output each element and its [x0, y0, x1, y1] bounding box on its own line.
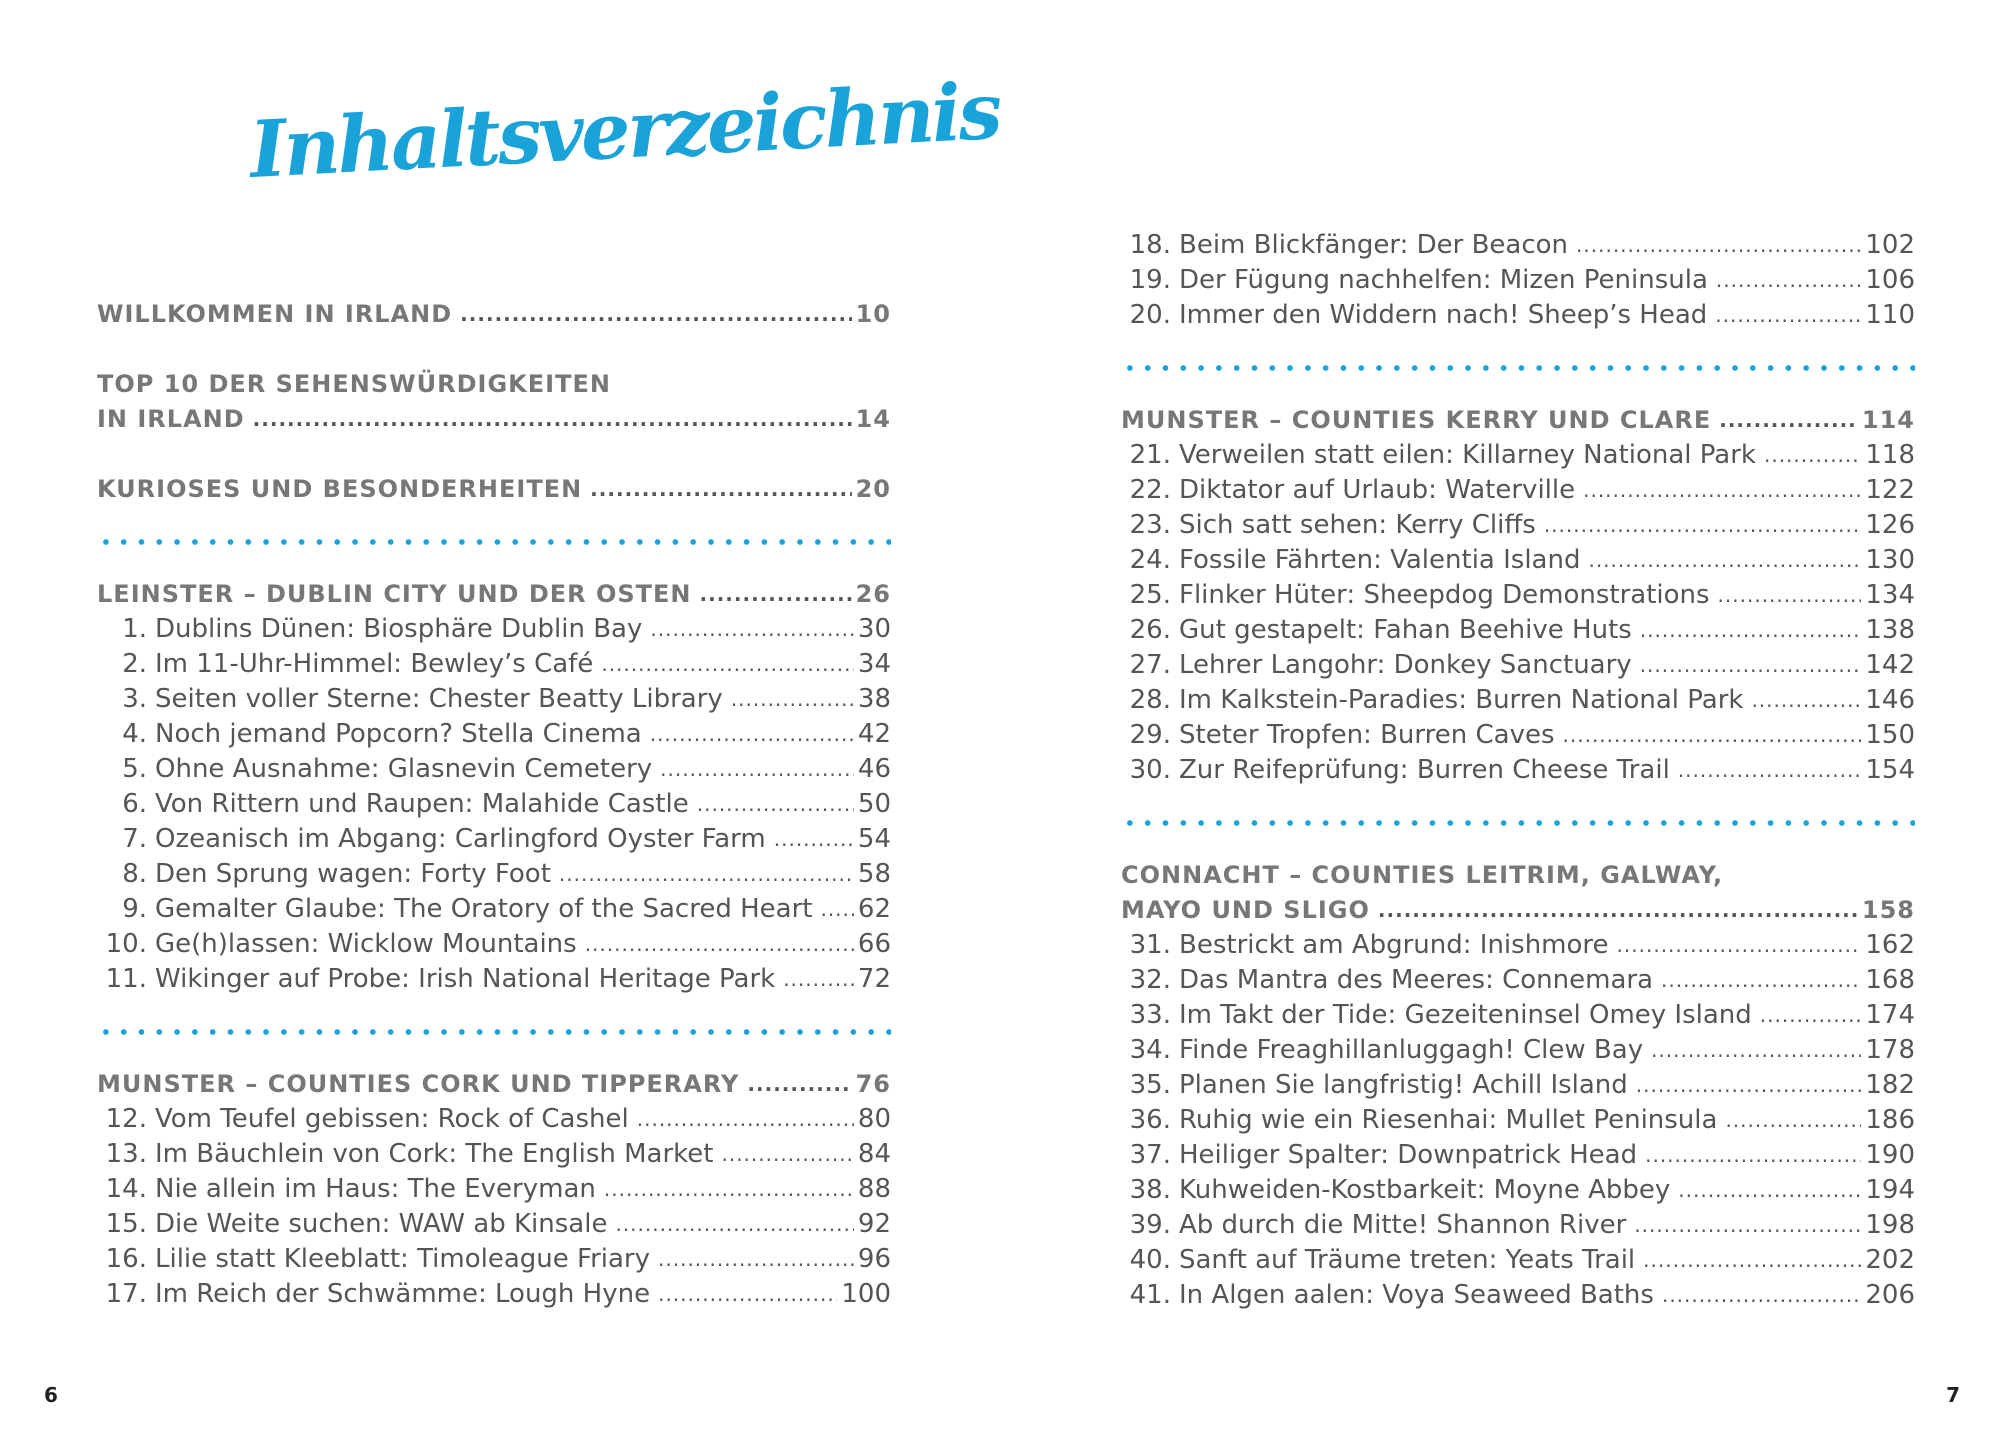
- entry-page: 162: [1865, 930, 1915, 960]
- dot-leader: [1678, 753, 1862, 788]
- toc-entry[interactable]: [97, 962, 891, 997]
- dot-leader: [700, 577, 852, 612]
- entry-title: Seiten voller Sterne: Chester Beatty Library: [155, 684, 723, 714]
- entry-title: Heiliger Spalter: Downpatrick Head: [1179, 1140, 1638, 1170]
- section-heading-text: KURIOSES UND BESONDERHEITEN: [97, 475, 583, 503]
- entry-number: 7.: [122, 824, 147, 854]
- entry-number: 40.: [1129, 1245, 1171, 1275]
- toc-entry[interactable]: [97, 927, 891, 962]
- entry-page: 142: [1865, 650, 1915, 680]
- section-heading-text: IN IRLAND: [97, 405, 245, 433]
- toc-entry[interactable]: [1121, 543, 1915, 578]
- toc-title: Inhaltsverzeichnis: [247, 65, 1002, 196]
- entry-number: 20.: [1129, 300, 1171, 330]
- dot-leader: [1645, 1138, 1861, 1173]
- section-heading[interactable]: [1121, 403, 1915, 438]
- entry-title: In Algen aalen: Voya Seaweed Baths: [1179, 1280, 1654, 1310]
- dot-leader: [1643, 1243, 1861, 1278]
- entry-number: 24.: [1129, 545, 1171, 575]
- entry-number: 28.: [1129, 685, 1171, 715]
- toc-entry[interactable]: [1121, 963, 1915, 998]
- dot-leader: [1617, 928, 1862, 963]
- entry-number: 26.: [1129, 615, 1171, 645]
- dotted-separator: [97, 539, 891, 545]
- dot-leader: [1716, 263, 1861, 298]
- entry-page: 150: [1865, 720, 1915, 750]
- dot-leader: [590, 472, 851, 507]
- section-heading[interactable]: [97, 297, 891, 332]
- entry-number: 4.: [122, 719, 147, 749]
- entry-title: Im Kalkstein-Paradies: Burren National Park: [1179, 685, 1744, 715]
- entry-title: Das Mantra des Meeres: Connemara: [1179, 965, 1654, 995]
- toc-entry[interactable]: [1121, 1033, 1915, 1068]
- entry-title: Immer den Widdern nach! Sheep’s Head: [1179, 300, 1708, 330]
- dot-leader: [820, 892, 853, 927]
- entry-title: Von Rittern und Raupen: Malahide Castle: [155, 789, 689, 819]
- entry-title: Im Reich der Schwämme: Lough Hyne: [155, 1279, 651, 1309]
- toc-entry[interactable]: [97, 647, 891, 682]
- section-heading-text: MUNSTER – COUNTIES KERRY UND CLARE: [1121, 406, 1712, 434]
- entry-page: 42: [857, 719, 891, 749]
- toc-entry[interactable]: [97, 682, 891, 717]
- section-heading-line[interactable]: TOP 10 DER SEHENSWÜRDIGKEITEN: [97, 370, 611, 398]
- dot-leader: [697, 787, 854, 822]
- toc-entry[interactable]: [97, 1137, 891, 1172]
- dot-leader: [460, 297, 851, 332]
- entry-page: 122: [1865, 475, 1915, 505]
- page-number-right: 7: [1946, 1383, 1960, 1407]
- entry-page: 72: [857, 964, 891, 994]
- toc-entry[interactable]: [97, 1207, 891, 1242]
- dot-leader: [1662, 1278, 1861, 1313]
- dot-leader: [1661, 963, 1861, 998]
- dot-leader: [1583, 473, 1861, 508]
- entry-title: Gut gestapelt: Fahan Beehive Huts: [1179, 615, 1632, 645]
- entry-number: 10.: [105, 929, 147, 959]
- entry-page: 54: [857, 824, 891, 854]
- entry-title: Lehrer Langohr: Donkey Sanctuary: [1179, 650, 1632, 680]
- dot-leader: [253, 402, 852, 437]
- entry-title: Diktator auf Urlaub: Waterville: [1179, 475, 1576, 505]
- entry-number: 12.: [105, 1104, 147, 1134]
- dot-leader: [1636, 1068, 1862, 1103]
- toc-entry[interactable]: [97, 612, 891, 647]
- entry-title: Bestrickt am Abgrund: Inishmore: [1179, 930, 1609, 960]
- entry-number: 18.: [1129, 230, 1171, 260]
- dot-leader: [601, 647, 854, 682]
- dot-leader: [1634, 1208, 1861, 1243]
- entry-page: 84: [857, 1139, 891, 1169]
- dot-leader: [1544, 508, 1862, 543]
- toc-entry[interactable]: [97, 892, 891, 927]
- entry-number: 8.: [122, 859, 147, 889]
- entry-number: 31.: [1129, 930, 1171, 960]
- entry-page: 138: [1865, 615, 1915, 645]
- section-heading-line[interactable]: CONNACHT – COUNTIES LEITRIM, GALWAY,: [1121, 861, 1724, 889]
- entry-number: 27.: [1129, 650, 1171, 680]
- entry-page: 88: [857, 1174, 891, 1204]
- dotted-separator: [97, 1029, 891, 1035]
- dot-leader: [658, 1242, 854, 1277]
- entry-title: Ge(h)lassen: Wicklow Mountains: [155, 929, 577, 959]
- toc-entry[interactable]: [1121, 718, 1915, 753]
- toc-entry[interactable]: [1121, 683, 1915, 718]
- entry-title: Ozeanisch im Abgang: Carlingford Oyster Farm: [155, 824, 766, 854]
- dot-leader: [604, 1172, 854, 1207]
- toc-entry[interactable]: [1121, 508, 1915, 543]
- entry-number: 38.: [1129, 1175, 1171, 1205]
- dotted-separator: [1121, 820, 1915, 826]
- dot-leader: [1719, 403, 1858, 438]
- left-toc: [97, 297, 891, 1312]
- dot-leader: [660, 752, 854, 787]
- entry-page: 50: [857, 789, 891, 819]
- entry-page: 194: [1865, 1175, 1915, 1205]
- toc-entry[interactable]: [1121, 998, 1915, 1033]
- toc-entry[interactable]: [1121, 1138, 1915, 1173]
- entry-number: 16.: [105, 1244, 147, 1274]
- toc-entry[interactable]: [97, 822, 891, 857]
- entry-title: Der Fügung nachhelfen: Mizen Peninsula: [1179, 265, 1708, 295]
- entry-title: Ruhig wie ein Riesenhai: Mullet Peninsula: [1179, 1105, 1718, 1135]
- entry-page: 58: [857, 859, 891, 889]
- toc-entry[interactable]: [1121, 473, 1915, 508]
- entry-number: 14.: [105, 1174, 147, 1204]
- toc-entry[interactable]: [1121, 1173, 1915, 1208]
- entry-number: 6.: [122, 789, 147, 819]
- dot-leader: [721, 1137, 853, 1172]
- toc-entry[interactable]: [1121, 438, 1915, 473]
- entry-number: 13.: [105, 1139, 147, 1169]
- entry-page: 110: [1865, 300, 1915, 330]
- dot-leader: [1760, 998, 1862, 1033]
- section-heading-page: 14: [855, 405, 891, 433]
- entry-number: 33.: [1129, 1000, 1171, 1030]
- section-heading-page: 26: [855, 580, 891, 608]
- toc-entry[interactable]: [97, 857, 891, 892]
- entry-title: Gemalter Glaube: The Oratory of the Sacred Heart: [155, 894, 813, 924]
- entry-title: Steter Tropfen: Burren Caves: [1179, 720, 1555, 750]
- entry-page: 118: [1865, 440, 1915, 470]
- dot-leader: [650, 717, 854, 752]
- dot-leader: [1563, 718, 1862, 753]
- entry-title: Im Bäuchlein von Cork: The English Market: [155, 1139, 714, 1169]
- entry-number: 34.: [1129, 1035, 1171, 1065]
- entry-page: 130: [1865, 545, 1915, 575]
- entry-number: 22.: [1129, 475, 1171, 505]
- dot-leader: [585, 927, 854, 962]
- toc-entry[interactable]: [1121, 263, 1915, 298]
- spacer: [97, 437, 891, 472]
- toc-entry[interactable]: [1121, 1103, 1915, 1138]
- entry-title: Finde Freaghillanluggagh! Clew Bay: [1179, 1035, 1644, 1065]
- entry-title: Dublins Dünen: Biosphäre Dublin Bay: [155, 614, 643, 644]
- section-heading-page: 158: [1861, 896, 1915, 924]
- entry-title: Kuhweiden-Kostbarkeit: Moyne Abbey: [1179, 1175, 1671, 1205]
- entry-page: 46: [857, 754, 891, 784]
- entry-page: 206: [1865, 1280, 1915, 1310]
- entry-number: 36.: [1129, 1105, 1171, 1135]
- entry-page: 92: [857, 1209, 891, 1239]
- dot-leader: [615, 1207, 853, 1242]
- toc-entry[interactable]: [1121, 228, 1915, 263]
- entry-title: Sich satt sehen: Kerry Cliffs: [1179, 510, 1536, 540]
- toc-entry[interactable]: [1121, 1068, 1915, 1103]
- dot-leader: [1651, 1033, 1861, 1068]
- entry-number: 29.: [1129, 720, 1171, 750]
- entry-page: 34: [857, 649, 891, 679]
- section-heading[interactable]: [1121, 893, 1915, 928]
- entry-page: 190: [1865, 1140, 1915, 1170]
- right-page: [1000, 0, 2000, 1435]
- dot-leader: [1378, 893, 1858, 928]
- section-heading[interactable]: [97, 1067, 891, 1102]
- dot-leader: [1640, 613, 1862, 648]
- entry-title: Noch jemand Popcorn? Stella Cinema: [155, 719, 642, 749]
- entry-number: 1.: [122, 614, 147, 644]
- dot-leader: [1725, 1103, 1861, 1138]
- entry-page: 80: [857, 1104, 891, 1134]
- toc-entry[interactable]: [97, 1102, 891, 1137]
- toc-entry[interactable]: [97, 1242, 891, 1277]
- dot-leader: [1751, 683, 1861, 718]
- entry-page: 174: [1865, 1000, 1915, 1030]
- entry-title: Fossile Fährten: Valentia Island: [1179, 545, 1581, 575]
- dot-leader: [637, 1102, 854, 1137]
- toc-entry[interactable]: [1121, 648, 1915, 683]
- section-heading[interactable]: [97, 472, 891, 507]
- entry-number: 41.: [1129, 1280, 1171, 1310]
- dot-leader: [1764, 438, 1861, 473]
- section-heading-text: WILLKOMMEN IN IRLAND: [97, 300, 453, 328]
- toc-entry[interactable]: [1121, 613, 1915, 648]
- section-heading-page: 20: [855, 475, 891, 503]
- entry-number: 23.: [1129, 510, 1171, 540]
- entry-page: 66: [857, 929, 891, 959]
- entry-page: 38: [857, 684, 891, 714]
- spacer: [97, 332, 891, 367]
- entry-title: Lilie statt Kleeblatt: Timoleague Friary: [155, 1244, 651, 1274]
- toc-entry[interactable]: [1121, 1243, 1915, 1278]
- entry-number: 3.: [122, 684, 147, 714]
- section-heading-page: 10: [855, 300, 891, 328]
- page-number-left: 6: [44, 1383, 58, 1407]
- entry-title: Vom Teufel gebissen: Rock of Cashel: [155, 1104, 629, 1134]
- entry-page: 106: [1865, 265, 1915, 295]
- dot-leader: [1715, 298, 1861, 333]
- entry-number: 17.: [105, 1279, 147, 1309]
- entry-title: Flinker Hüter: Sheepdog Demonstrations: [1179, 580, 1710, 610]
- section-heading-text: MAYO UND SLIGO: [1121, 896, 1370, 924]
- entry-number: 21.: [1129, 440, 1171, 470]
- entry-page: 102: [1865, 230, 1915, 260]
- toc-entry[interactable]: [97, 1172, 891, 1207]
- entry-number: 15.: [105, 1209, 147, 1239]
- dot-leader: [1678, 1173, 1861, 1208]
- section-heading[interactable]: [97, 402, 891, 437]
- entry-title: Den Sprung wagen: Forty Foot: [155, 859, 551, 889]
- dot-leader: [783, 962, 854, 997]
- entry-page: 182: [1865, 1070, 1915, 1100]
- entry-title: Ohne Ausnahme: Glasnevin Cemetery: [155, 754, 653, 784]
- section-heading-page: 76: [855, 1070, 891, 1098]
- toc-entry[interactable]: [97, 787, 891, 822]
- entry-page: 30: [857, 614, 891, 644]
- toc-entry[interactable]: [97, 717, 891, 752]
- entry-page: 186: [1865, 1105, 1915, 1135]
- entry-number: 11.: [105, 964, 147, 994]
- entry-title: Zur Reifeprüfung: Burren Cheese Trail: [1179, 755, 1670, 785]
- entry-title: Beim Blickfänger: Der Beacon: [1179, 230, 1569, 260]
- dot-leader: [658, 1277, 837, 1312]
- section-heading-page: 114: [1861, 406, 1915, 434]
- dot-leader: [1576, 228, 1861, 263]
- entry-title: Im Takt der Tide: Gezeiteninsel Omey Island: [1179, 1000, 1752, 1030]
- toc-entry[interactable]: [1121, 1278, 1915, 1313]
- entry-number: 30.: [1129, 755, 1171, 785]
- entry-number: 19.: [1129, 265, 1171, 295]
- entry-title: Die Weite suchen: WAW ab Kinsale: [155, 1209, 608, 1239]
- entry-number: 32.: [1129, 965, 1171, 995]
- entry-page: 62: [857, 894, 891, 924]
- toc-entry[interactable]: [1121, 298, 1915, 333]
- entry-page: 198: [1865, 1210, 1915, 1240]
- entry-title: Ab durch die Mitte! Shannon River: [1179, 1210, 1627, 1240]
- entry-title: Planen Sie langfristig! Achill Island: [1179, 1070, 1628, 1100]
- entry-title: Wikinger auf Probe: Irish National Heritage Park: [155, 964, 776, 994]
- dot-leader: [774, 822, 854, 857]
- entry-number: 39.: [1129, 1210, 1171, 1240]
- entry-number: 35.: [1129, 1070, 1171, 1100]
- dotted-separator: [1121, 365, 1915, 371]
- entry-page: 146: [1865, 685, 1915, 715]
- entry-page: 126: [1865, 510, 1915, 540]
- section-heading[interactable]: [97, 577, 891, 612]
- entry-page: 202: [1865, 1245, 1915, 1275]
- entry-page: 100: [841, 1279, 891, 1309]
- right-toc: [1121, 228, 1915, 1313]
- entry-number: 2.: [122, 649, 147, 679]
- entry-page: 178: [1865, 1035, 1915, 1065]
- toc-entry[interactable]: [1121, 1208, 1915, 1243]
- dot-leader: [731, 682, 854, 717]
- entry-title: Nie allein im Haus: The Everyman: [155, 1174, 596, 1204]
- entry-number: 25.: [1129, 580, 1171, 610]
- dot-leader: [1718, 578, 1862, 613]
- entry-title: Im 11-Uhr-Himmel: Bewley’s Café: [155, 649, 594, 679]
- entry-number: 9.: [122, 894, 147, 924]
- entry-title: Sanft auf Träume treten: Yeats Trail: [1179, 1245, 1636, 1275]
- dot-leader: [1588, 543, 1861, 578]
- section-heading-text: LEINSTER – DUBLIN CITY UND DER OSTEN: [97, 580, 692, 608]
- dot-leader: [1640, 648, 1862, 683]
- toc-entry[interactable]: [97, 1277, 891, 1312]
- entry-page: 168: [1865, 965, 1915, 995]
- entry-page: 96: [857, 1244, 891, 1274]
- toc-entry[interactable]: [1121, 928, 1915, 963]
- entry-page: 134: [1865, 580, 1915, 610]
- entry-number: 37.: [1129, 1140, 1171, 1170]
- entry-page: 154: [1865, 755, 1915, 785]
- toc-entry[interactable]: [1121, 753, 1915, 788]
- toc-entry[interactable]: [1121, 578, 1915, 613]
- dot-leader: [747, 1067, 851, 1102]
- dot-leader: [650, 612, 854, 647]
- entry-title: Verweilen statt eilen: Killarney National Park: [1179, 440, 1756, 470]
- toc-entry[interactable]: [97, 752, 891, 787]
- section-heading-text: MUNSTER – COUNTIES CORK UND TIPPERARY: [97, 1070, 740, 1098]
- entry-number: 5.: [122, 754, 147, 784]
- dot-leader: [559, 857, 854, 892]
